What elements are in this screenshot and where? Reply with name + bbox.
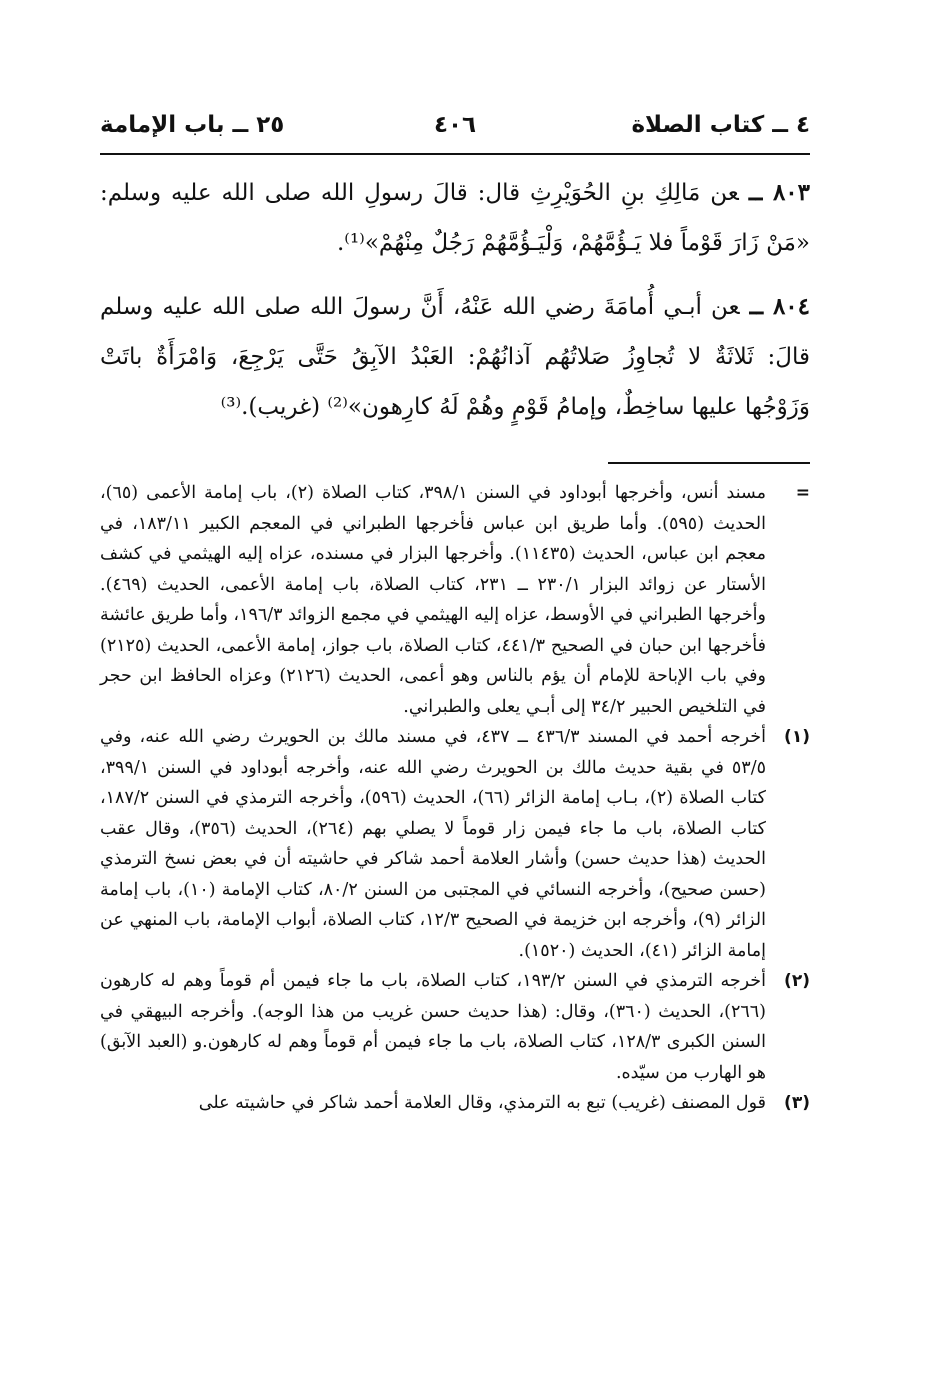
footnote-marker: (١) (784, 727, 810, 747)
footnote-text: مسند أنس، وأخرجها أبوداود في السنن ٣٩٨/١، كتاب الصلاة (٢)، باب إمامة الأعمى (٦٥)، الحديث (٥٩٥). وأما طريق ابن عباس فأخرجها الطبراني في المعجم الكبير ١٨٣/١١، في معجم ابن عباس، الحديث (١١٤٣٥). وأخرجها البزار في مسنده، عزاه إليه الهيثمي في كشف الأستار عن زوائد البزار ٢٣٠/١ ــ ٢٣١، كتاب الصلاة، باب إمامة الأعمى، الحديث (٤٦٩). وأخرجها الطبراني في الأوسط، عزاه إليه الهيثمي في مجمع الزوائد ١٩٦/٣، وأما طريق عائشة فأخرجها ابن حبان في الصحيح ٤٤١/٣، كتاب الصلاة، باب جواز، إمامة الأعمى، الحديث (٢١٢٥) وفي باب الإباحة للإمام أن يؤم بالناس وهو أعمى، الحديث (٢١٢٦) وعزاه الحافظ ابن حجر في التلخيص الحبير ٣٤/٢ إلى أبـي يعلى والطبراني. (100, 483, 767, 717)
footnote-continuation (100, 478, 810, 722)
footnote-text: قول المصنف (غريب) تبع به الترمذي، وقال العلامة أحمد شاكر في حاشيته على (198, 1093, 766, 1113)
footnote-text: أخرجه أحمد في المسند ٤٣٦/٣ ــ ٤٣٧، في مسند مالك بن الحويرث رضي الله عنه، وفي ٥٣/٥ في بقية حديث مالك بن الحويرث رضي الله عنه، وأخرجه أبوداود في السنن ٣٩٩/١، كتاب الصلاة (٢)، بـاب إمامة الزائر (٦٦)، الحديث (٥٩٦)، وأخرجه الترمذي في السنن ١٨٧/٢، كتاب الصلاة، باب ما جاء فيمن زار قوماً لا يصلي بهم (٢٦٤)، الحديث (٣٥٦)، وقال عقب الحديث (هذا حديث حسن) وأشار العلامة أحمد شاكر في حاشيته أن في بعض نسخ الترمذي (حسن صحيح)، وأخرجه النسائي في المجتبى من السنن ٨٠/٢، كتاب الإمامة (١٠)، باب إمامة الزائر (٩)، وأخرجه ابن خزيمة في الصحيح ١٢/٣، كتاب الصلاة، أبواب الإمامة، باب المنهي عن إمامة الزائر (٤١)، الحديث (١٥٢٠). (100, 727, 767, 961)
footnote-1 (100, 722, 810, 966)
footnote-3 (100, 1088, 810, 1119)
footnote-2 (100, 966, 810, 1088)
footnote-text: أخرجه الترمذي في السنن ١٩٣/٢، كتاب الصلاة، باب ما جاء فيمن أم قوماً وهم له كارهون (٢٦٦)، الحديث (٣٦٠)، وقال: (هذا حديث حسن غريب من هذا الوجه). وأخرجه البيهقي في السنن الكبرى ١٢٨/٣، كتاب الصلاة، باب ما جاء فيمن أم قوماً وهم له كارهون.و (العبد الآبق) هو الهارب من سيّده. (100, 971, 766, 1083)
header-divider (100, 153, 810, 155)
hadith-number: ٨٠٣ ــ (748, 179, 810, 206)
page-number: ٤٠٦ (433, 112, 477, 138)
hadith-text: عن أبـي أُمامَةَ رضي الله عَنْهُ، أَنَّ رسولَ الله صلى الله عليه وسلم قالَ: ثَلاثَةٌ لا تُجاوِزُ صَلاتُهُم آذانُهُمْ: العَبْدُ الآبِقُ حَتَّى يَرْجِعَ، وَامْرَأَةٌ باتَتْ وَزَوْجُها عليها ساخِطٌ، وإمامُ قَوْمٍ وهُمْ لَهُ كارِهون»⁽²⁾ (غريب).⁽³⁾ (100, 294, 810, 420)
footnotes (100, 478, 810, 1119)
footnote-marker: = (795, 483, 810, 503)
footnote-marker: (٢) (784, 971, 810, 991)
hadith-803 (100, 168, 810, 268)
hadith-804 (100, 282, 810, 432)
hadith-text: عن مَالِكِ بنِ الحُوَيْرِثِ قال: قالَ رسولِ الله صلى الله عليه وسلم: «مَنْ زَارَ قَوْماً فلا يَـؤُمَّهُمْ، وَلْيَـؤُمَّهُمْ رَجُلٌ مِنْهُمْ»⁽¹⁾. (100, 180, 810, 256)
main-text (100, 168, 810, 446)
header-chapter-title: ٢٥ ــ باب الإمامة (100, 112, 285, 138)
footnote-divider (608, 462, 810, 464)
footnote-marker: (٣) (784, 1093, 810, 1113)
header-book-title: ٤ ــ كتاب الصلاة (631, 112, 810, 138)
running-header (100, 112, 810, 148)
hadith-number: ٨٠٤ ــ (749, 293, 810, 320)
